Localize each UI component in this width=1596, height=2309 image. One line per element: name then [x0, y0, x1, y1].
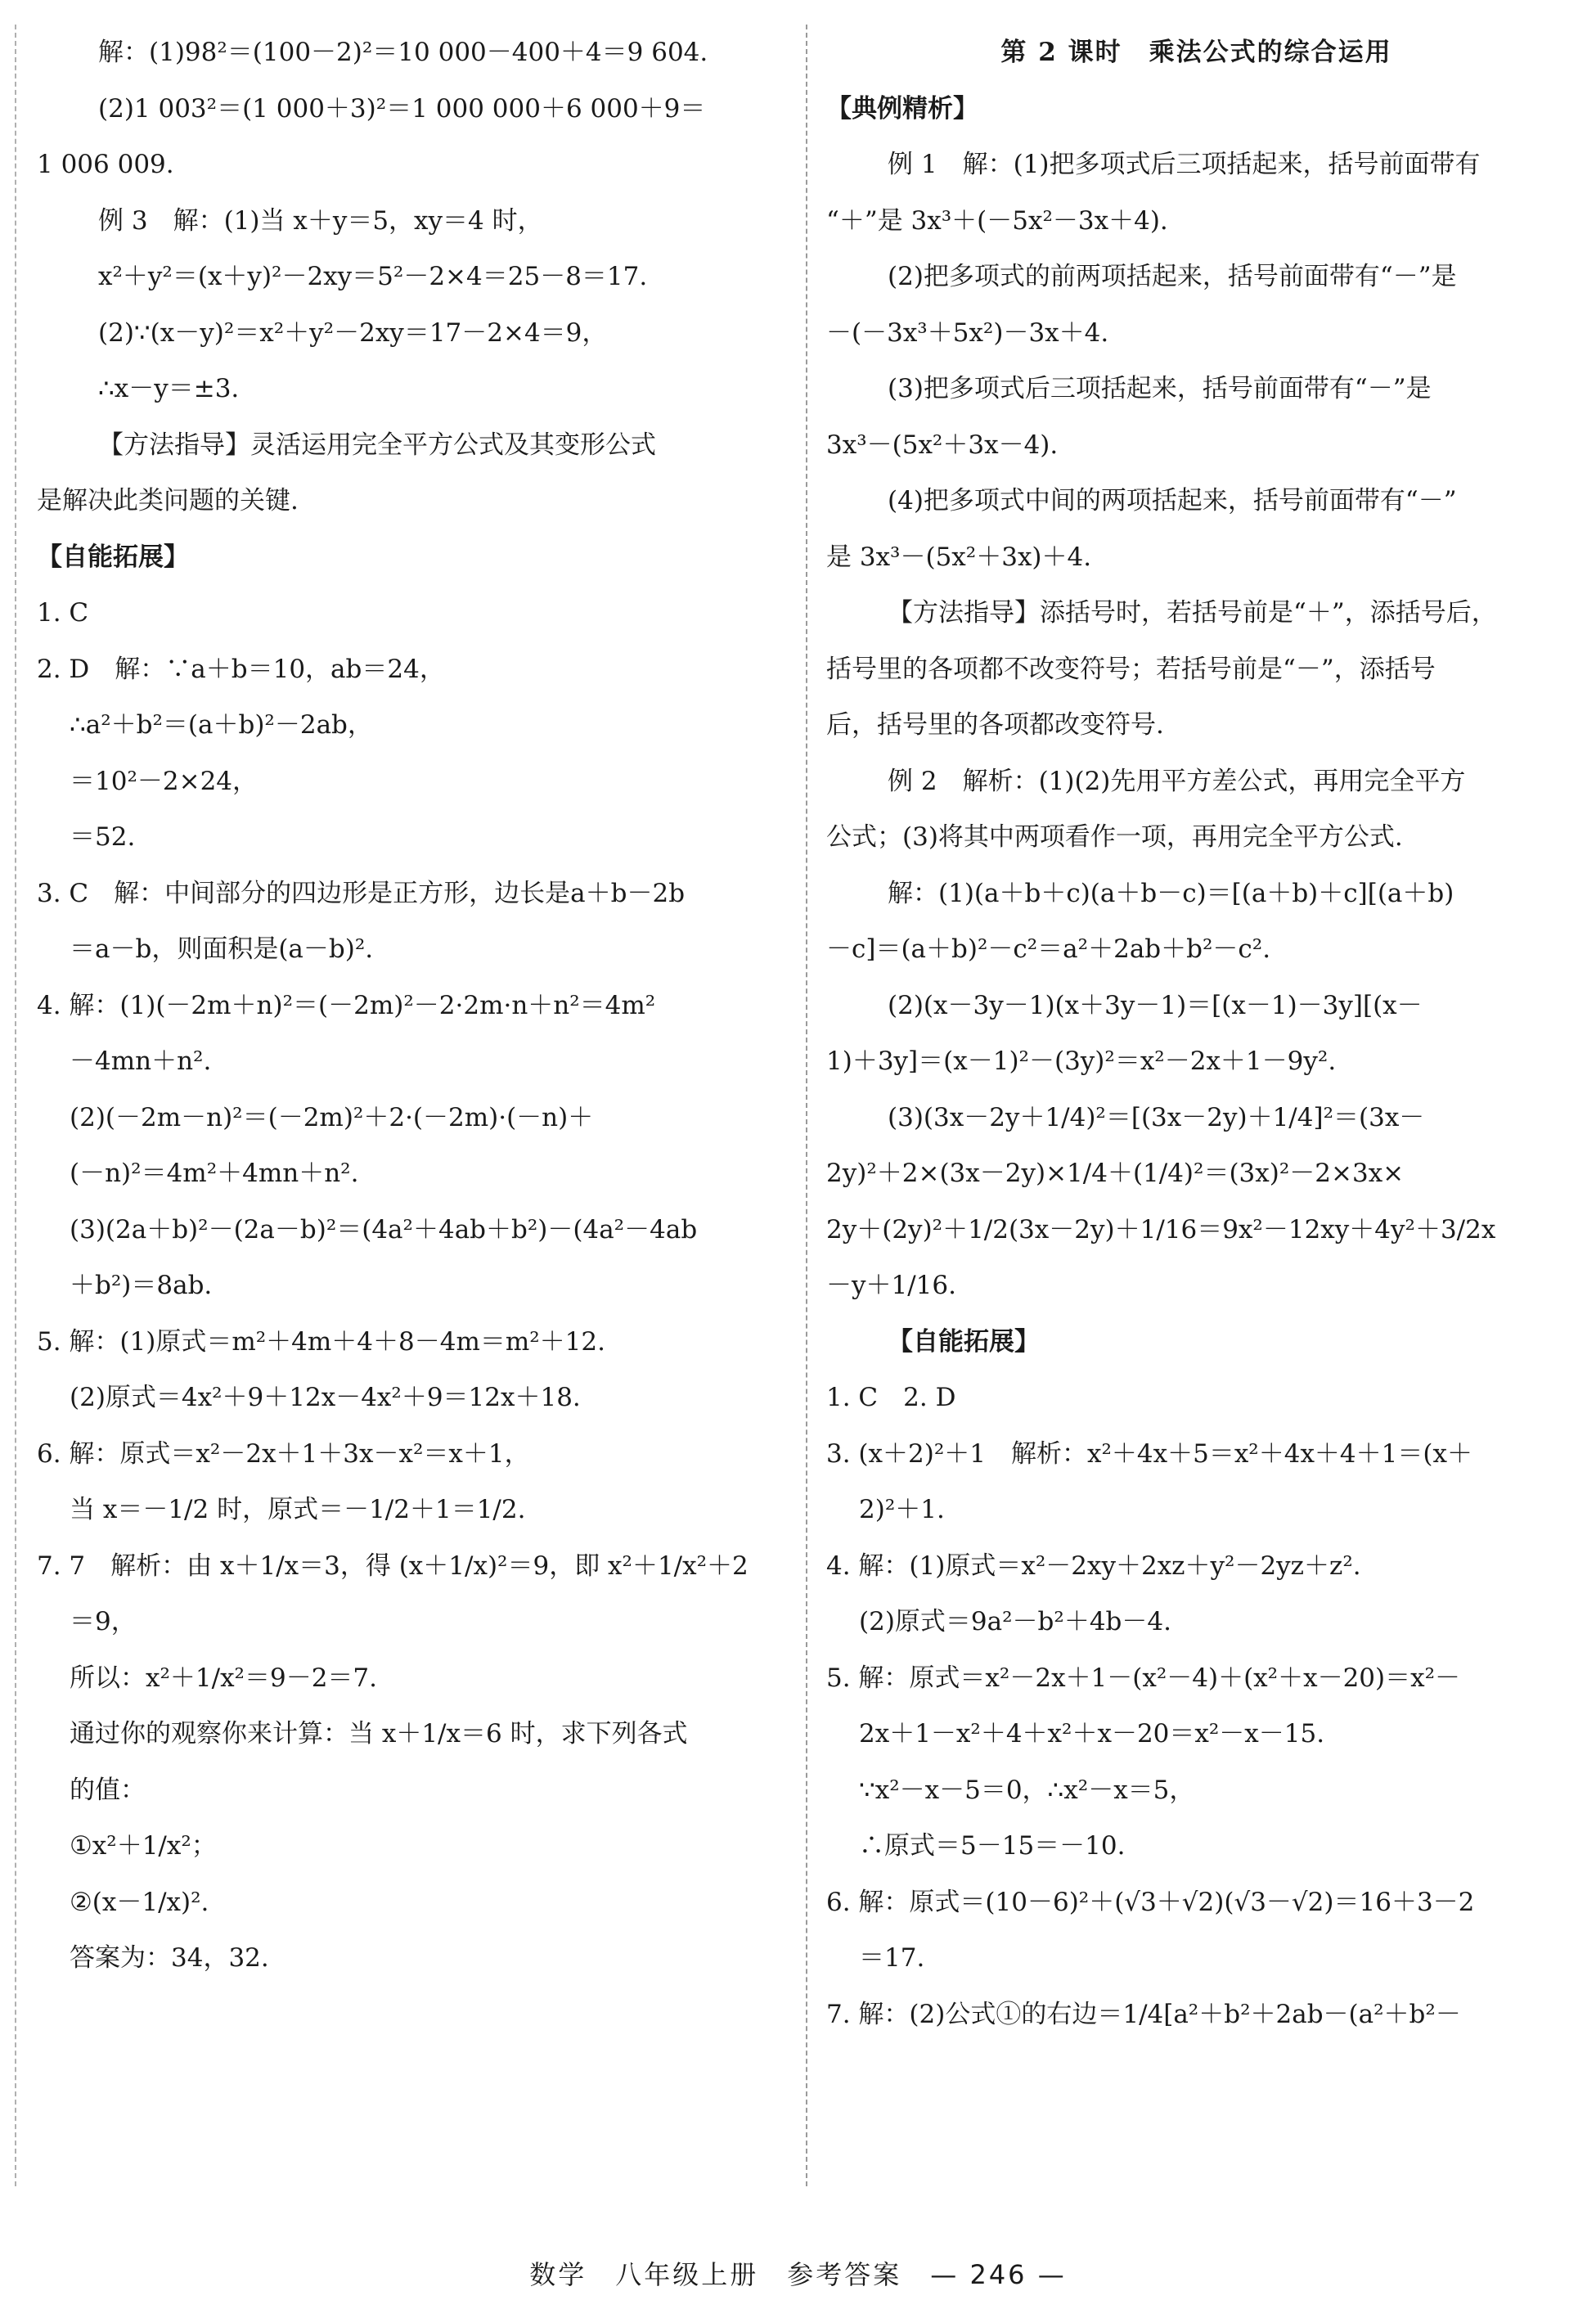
text-line: ∴a²＋b²＝(a＋b)²－2ab，	[70, 710, 373, 740]
lesson-title: 第 2 课时 乘法公式的综合运用	[1000, 38, 1392, 67]
text-line: 是解决此类问题的关键.	[37, 486, 299, 515]
text-line: ＋b²)＝8ab.	[70, 1271, 213, 1300]
text-line: ＝a－b，则面积是(a－b)².	[70, 934, 374, 964]
text-line: 后，括号里的各项都改变符号.	[826, 710, 1164, 740]
text-line: 2y＋(2y)²＋1/2(3x－2y)＋1/16＝9x²－12xy＋4y²＋3/2x	[826, 1214, 1496, 1245]
text-line: 答案为：34，32.	[70, 1943, 269, 1973]
text-line: 1)＋3y]＝(x－1)²－(3y)²＝x²－2x＋1－9y².	[826, 1046, 1337, 1076]
text-line: ∴原式＝5－15＝－10.	[859, 1831, 1126, 1861]
text-line: 2)²＋1.	[859, 1495, 945, 1524]
text-line: (4)把多项式中间的两项括起来，括号前面带有“－”	[888, 486, 1457, 515]
text-line: 6. 解：原式＝(10－6)²＋(√3＋√2)(√3－√2)＝16＋3－2	[826, 1887, 1475, 1917]
text-line: －(－3x³＋5x²)－3x＋4.	[826, 317, 1109, 348]
text-line: 5. 解：(1)原式＝m²＋4m＋4＋8－4m＝m²＋12.	[37, 1326, 605, 1357]
section-heading: 【自能拓展】	[888, 1326, 1040, 1357]
text-line: ②(x－1/x)².	[70, 1887, 209, 1917]
text-line: x²＋y²＝(x＋y)²－2xy＝5²－2×4＝25－8＝17.	[98, 262, 648, 291]
text-line: (2)(－2m－n)²＝(－2m)²＋2·(－2m)·(－n)＋	[70, 1102, 594, 1132]
text-line: (－n)²＝4m²＋4mn＋n².	[70, 1159, 359, 1188]
text-line: 2x＋1－x²＋4＋x²＋x－20＝x²－x－15.	[859, 1719, 1325, 1749]
text-line: 例 1 解：(1)把多项式后三项括起来，括号前面带有	[888, 150, 1481, 179]
text-line: 3. (x＋2)²＋1 解析：x²＋4x＋5＝x²＋4x＋4＋1＝(x＋	[826, 1438, 1472, 1469]
text-line: ∴x－y＝±3.	[98, 374, 240, 403]
text-line: 3. C 解：中间部分的四边形是正方形，边长是a＋b－2b	[37, 878, 686, 908]
page-edge-rule	[15, 25, 16, 2186]
text-line: 7. 7 解析：由 x＋1/x＝3，得 (x＋1/x)²＝9，即 x²＋1/x²＋2	[37, 1551, 749, 1581]
text-line: 例 2 解析：(1)(2)先用平方差公式，再用完全平方	[888, 766, 1466, 796]
text-line: ＝10²－2×24，	[70, 766, 259, 796]
text-line: (3)把多项式后三项括起来，括号前面带有“－”是	[888, 374, 1432, 403]
right-column	[826, 25, 1567, 2186]
text-line: 例 3 解：(1)当 x＋y＝5，xy＝4 时，	[98, 205, 543, 236]
text-line: 1. C	[37, 598, 89, 628]
text-line: (2)原式＝9a²－b²＋4b－4.	[859, 1607, 1171, 1636]
text-line: ①x²＋1/x²；	[70, 1831, 217, 1861]
text-line: 所以：x²＋1/x²＝9－2＝7.	[70, 1663, 378, 1693]
section-heading: 【典例精析】	[826, 93, 978, 124]
text-line: 7. 解：(2)公式①的右边＝1/4[a²＋b²＋2ab－(a²＋b²－	[826, 1999, 1461, 2029]
text-line: ∵x²－x－5＝0，∴x²－x＝5，	[859, 1775, 1195, 1805]
text-line: “＋”是 3x³＋(－5x²－3x＋4).	[826, 205, 1168, 236]
text-line: 解：(1)(a＋b＋c)(a＋b－c)＝[(a＋b)＋c][(a＋b)	[888, 878, 1454, 908]
text-line: (2)∵(x－y)²＝x²＋y²－2xy＝17－2×4＝9，	[98, 317, 608, 348]
text-line: 通过你的观察你来计算：当 x＋1/x＝6 时，求下列各式	[70, 1719, 688, 1749]
text-line: 1 006 009.	[37, 150, 174, 179]
left-column	[37, 25, 785, 2186]
text-line: 2y)²＋2×(3x－2y)×1/4＋(1/4)²＝(3x)²－2×3x×	[826, 1159, 1405, 1188]
text-line: ＝52.	[70, 822, 136, 852]
text-line: 的值：	[70, 1775, 146, 1805]
text-line: 1. C 2. D	[826, 1383, 956, 1412]
text-line: (2)1 003²＝(1 000＋3)²＝1 000 000＋6 000＋9＝	[98, 93, 706, 124]
text-line: 2. D 解：∵a＋b＝10，ab＝24，	[37, 654, 445, 684]
text-line: (2)原式＝4x²＋9＋12x－4x²＋9＝12x＋18.	[70, 1383, 581, 1412]
text-line: －4mn＋n².	[70, 1046, 212, 1076]
text-line: 是 3x³－(5x²＋3x)＋4.	[826, 542, 1092, 572]
text-line: (2)(x－3y－1)(x＋3y－1)＝[(x－1)－3y][(x－	[888, 990, 1423, 1020]
column-divider	[806, 25, 807, 2186]
text-line: 3x³－(5x²＋3x－4).	[826, 430, 1059, 460]
text-line: 【方法指导】添括号时，若括号前是“＋”，添括号后，	[888, 598, 1497, 628]
text-line: (3)(2a＋b)²－(2a－b)²＝(4a²＋4ab＋b²)－(4a²－4ab	[70, 1214, 698, 1245]
text-line: 公式；(3)将其中两项看作一项，再用完全平方公式.	[826, 822, 1403, 852]
text-line: ＝9，	[70, 1607, 137, 1636]
text-line: 6. 解：原式＝x²－2x＋1＋3x－x²＝x＋1，	[37, 1438, 530, 1469]
text-line: 当 x＝－1/2 时，原式＝－1/2＋1＝1/2.	[70, 1495, 526, 1524]
text-line: (3)(3x－2y＋1/4)²＝[(3x－2y)＋1/4]²＝(3x－	[888, 1102, 1425, 1132]
text-line: ＝17.	[859, 1943, 925, 1973]
text-line: (2)把多项式的前两项括起来，括号前面带有“－”是	[888, 262, 1457, 291]
text-line: 括号里的各项都不改变符号；若括号前是“－”，添括号	[826, 654, 1436, 684]
page-footer: 数学 八年级上册 参考答案 — 246 —	[529, 2259, 1067, 2290]
text-line: －c]＝(a＋b)²－c²＝a²＋2ab＋b²－c².	[826, 934, 1271, 964]
text-line: 解：(1)98²＝(100－2)²＝10 000－400＋4＝9 604.	[98, 38, 708, 67]
section-heading: 【自能拓展】	[37, 542, 189, 572]
text-line: 【方法指导】灵活运用完全平方公式及其变形公式	[98, 430, 656, 460]
text-line: 4. 解：(1)原式＝x²－2xy＋2xz＋y²－2yz＋z².	[826, 1551, 1361, 1581]
text-line: －y＋1/16.	[826, 1271, 956, 1300]
text-line: 4. 解：(1)(－2m＋n)²＝(－2m)²－2·2m·n＋n²＝4m²	[37, 990, 656, 1020]
text-line: 5. 解：原式＝x²－2x＋1－(x²－4)＋(x²＋x－20)＝x²－	[826, 1663, 1461, 1693]
